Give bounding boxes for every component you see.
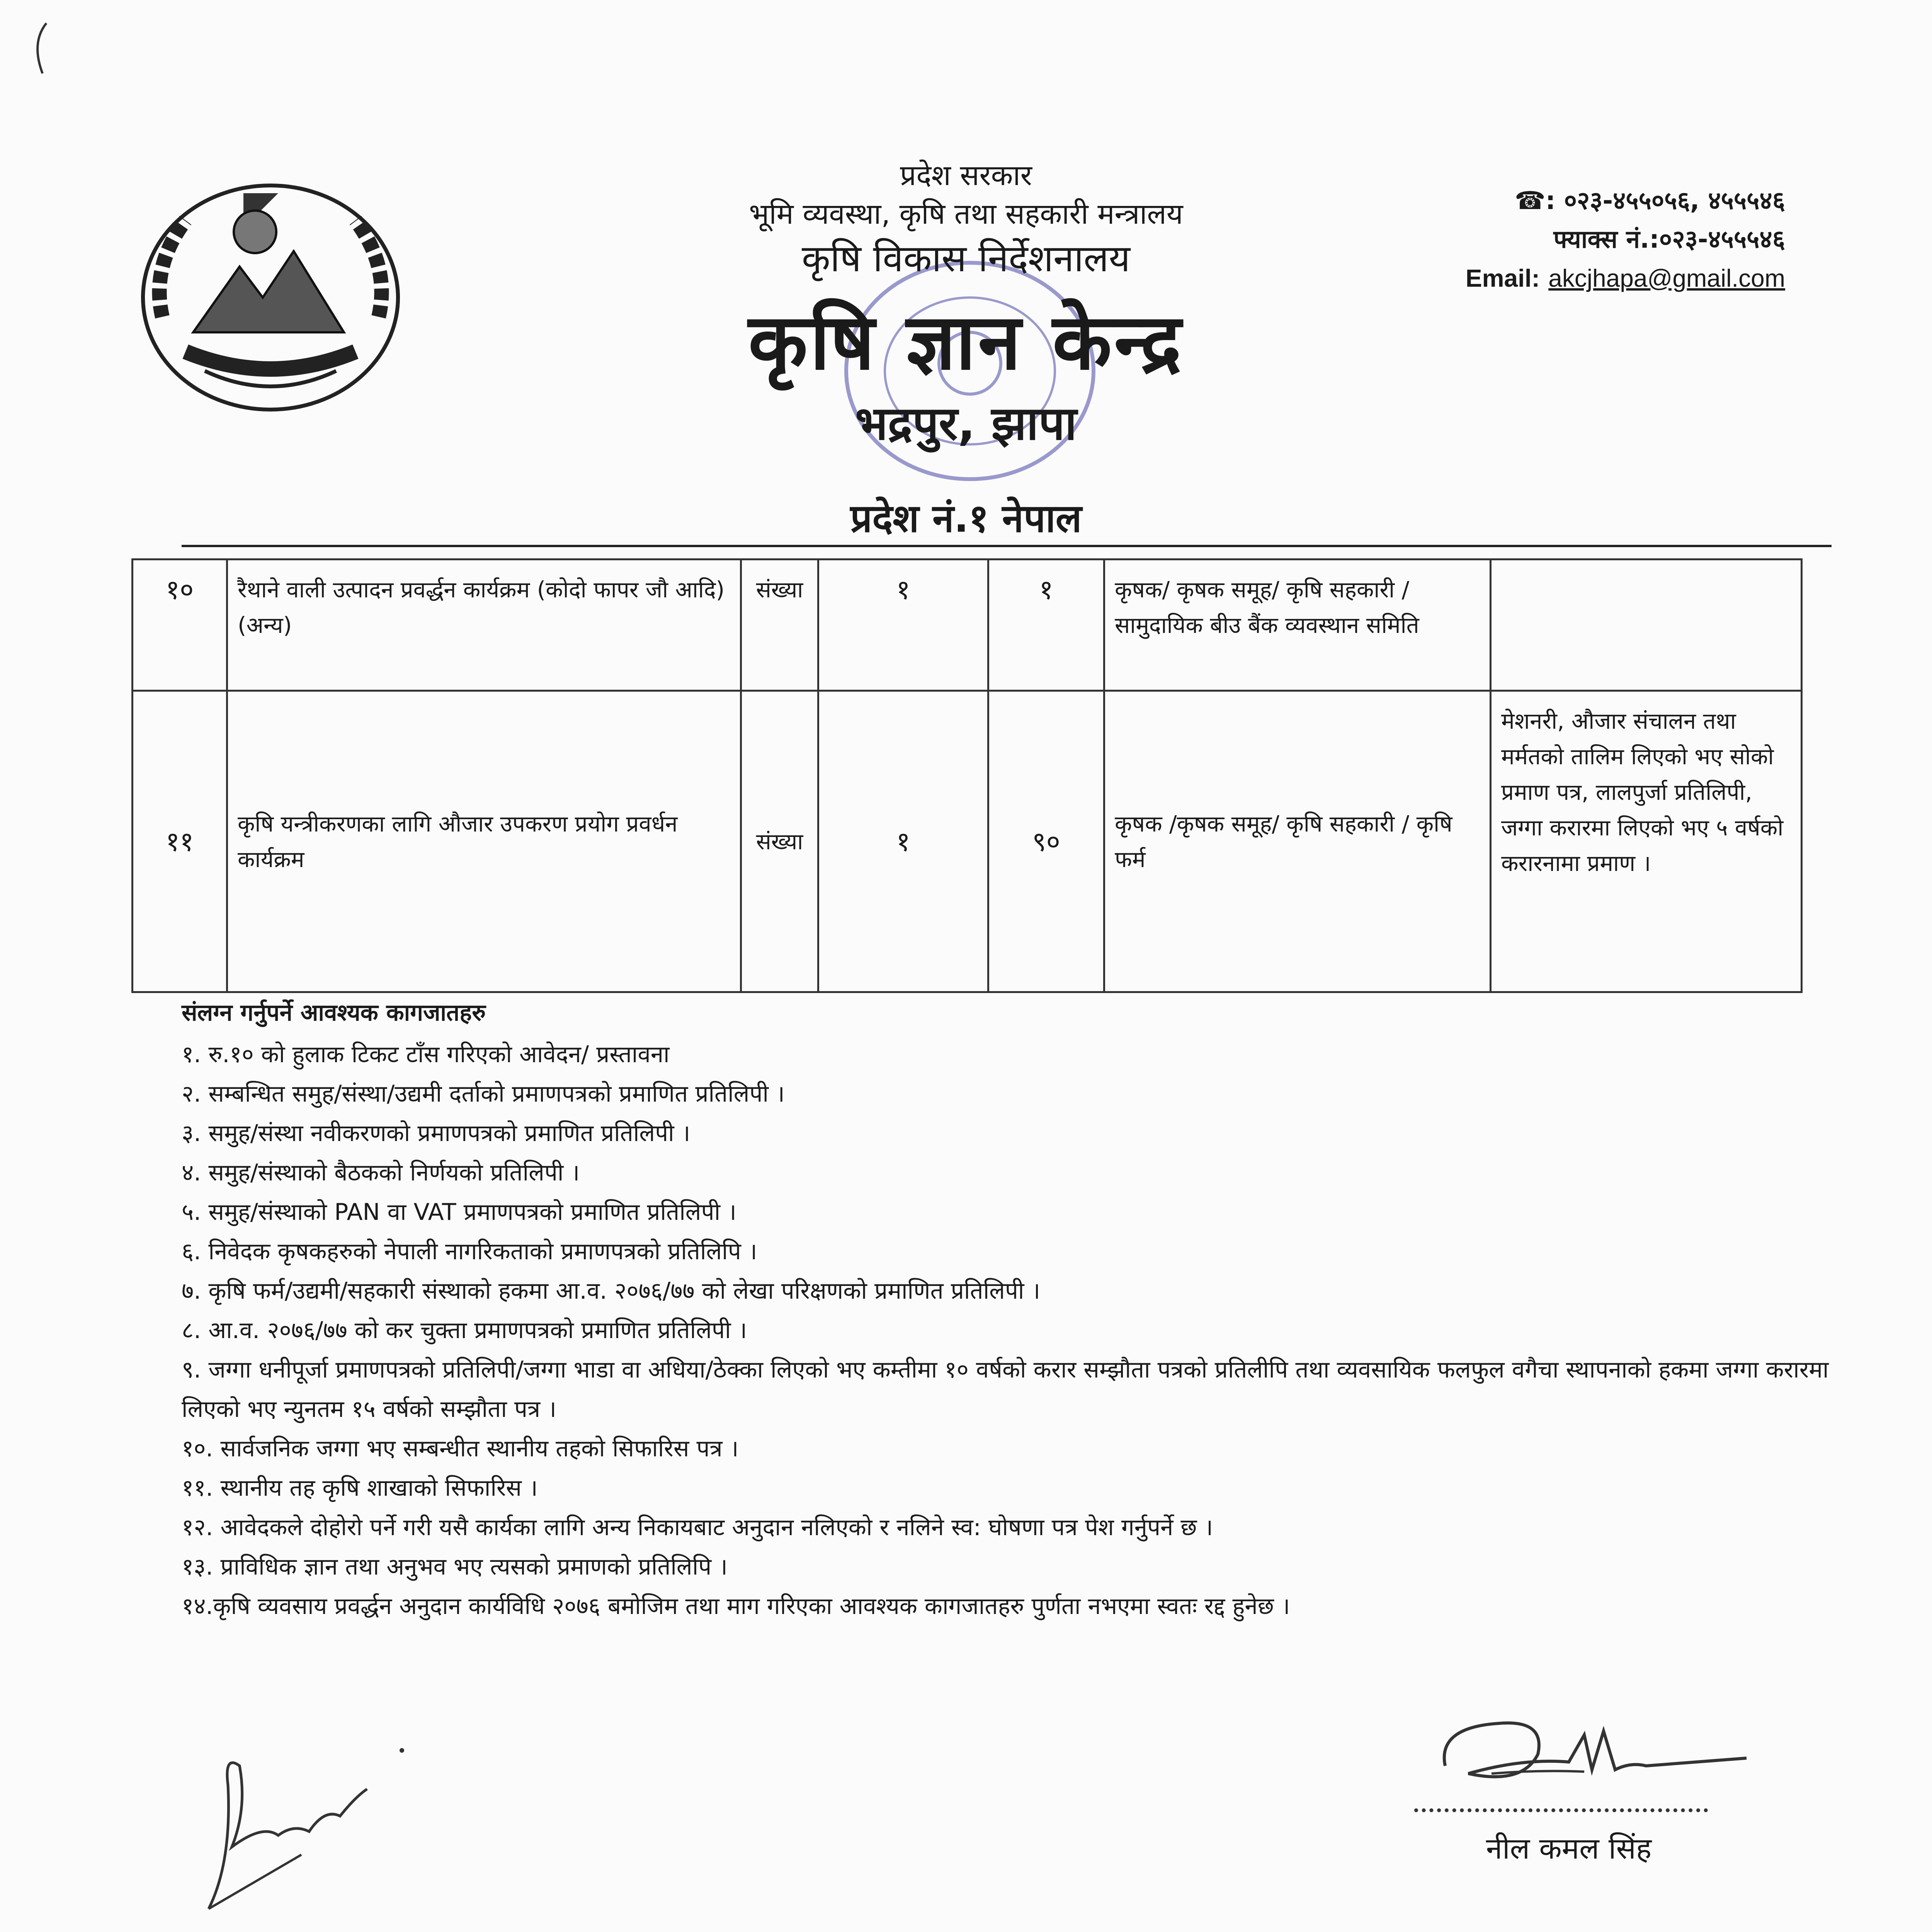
table-row <box>133 560 1802 691</box>
list-item: ३. समुह/संस्था नवीकरणको प्रमाणपत्रको प्रमाणित प्रतिलिपी । <box>182 1120 690 1147</box>
quantity: १ <box>818 560 988 691</box>
province-label: प्रदेश नं.१ नेपाल <box>850 496 1082 541</box>
table-row <box>133 691 1802 992</box>
program-table <box>131 558 1803 993</box>
target: १ <box>988 560 1104 691</box>
program-name: रैथाने वाली उत्पादन प्रवर्द्धन कार्यक्रम (कोदो फापर जौ आदि)(अन्य) <box>227 560 741 691</box>
list-item: २. सम्बन्धित समुह/संस्था/उद्यमी दर्ताको प्रमाणपत्रको प्रमाणित प्रतिलिपी । <box>182 1080 785 1107</box>
documents-title: संलग्न गर्नुपर्ने आवश्यक कागजातहरु <box>182 999 486 1026</box>
list-item: ४. समुह/संस्थाको बैठकको निर्णयको प्रतिलिपी । <box>182 1159 580 1186</box>
list-item: ११. स्थानीय तह कृषि शाखाको सिफारिस । <box>182 1475 538 1502</box>
email-label: Email: <box>1465 264 1540 292</box>
unit: संख्या <box>741 691 818 992</box>
phone-numbers: : ०२३-४५५०५६, ४५५५४६ <box>1545 187 1785 215</box>
office-location: भद्रपुर, झापा <box>855 397 1077 451</box>
email-link[interactable]: akcjhapa@gmail.com <box>1548 264 1785 292</box>
program-name: कृषि यन्त्रीकरणका लागि औजार उपकरण प्रयोग प्रवर्धन कार्यक्रम <box>227 691 741 992</box>
handwritten-signature-left <box>185 1708 425 1924</box>
list-item: ६. निवेदक कृषकहरुको नेपाली नागरिकताको प्रमाणपत्रको प्रतिलिपि । <box>182 1238 757 1265</box>
target: ९० <box>988 691 1104 992</box>
beneficiary: कृषक/ कृषक समूह/ कृषि सहकारी / सामुदायिक बीउ बैंक व्यवस्थान समिति <box>1104 560 1491 691</box>
ministry-name: भूमि व्यवस्था, कृषि तथा सहकारी मन्त्रालय <box>749 197 1183 231</box>
list-item: ९. जग्गा धनीपूर्जा प्रमाणपत्रको प्रतिलिपी/जग्गा भाडा वा अधिया/ठेक्का लिएको भए कम्तीमा १० वर्षको करार सम्झौता पत्रको प्रतिलीपि तथा व्यवसायिक फलफुल वगैचा स्थापनाको हकमा जग्गा करारमा लिएको भए न्युनतम १५ वर्षको सम्झौता पत्र । <box>182 1356 1829 1423</box>
phone-line <box>1399 182 1785 220</box>
row-number: १० <box>133 560 227 691</box>
list-item: १२. आवेदकले दोहोरो पर्ने गरी यसै कार्यका लागि अन्य निकायबाट अनुदान नलिएको र नलिने स्व: घोषणा पत्र पेश गर्नुपर्ने छ । <box>182 1514 1213 1541</box>
required-documents <box>182 993 1843 1626</box>
email-line <box>1399 259 1785 298</box>
list-item: ७. कृषि फर्म/उद्यमी/सहकारी संस्थाको हकमा आ.व. २०७६/७७ को लेखा परिक्षणको प्रमाणित प्रतिलिपी । <box>182 1277 1041 1304</box>
unit: संख्या <box>741 560 818 691</box>
list-item: ८. आ.व. २०७६/७७ को कर चुक्ता प्रमाणपत्रको प्रमाणित प्रतिलिपी । <box>182 1317 747 1344</box>
quantity: १ <box>818 691 988 992</box>
list-item: १०. सार्वजनिक जग्गा भए सम्बन्धीत स्थानीय तहको सिफारिस पत्र । <box>182 1435 739 1462</box>
scan-corner-mark <box>15 15 62 93</box>
list-item: १. रु.१० को हुलाक टिकट टाँस गरिएको आवेदन/ प्रस्तावना <box>182 1041 670 1068</box>
remarks <box>1491 560 1802 691</box>
documents-list <box>182 1035 1843 1626</box>
signer-name: नील कमल सिंह <box>1486 1831 1652 1866</box>
directorate-name: कृषि विकास निर्देशनालय <box>801 237 1131 280</box>
nepal-emblem-icon <box>128 170 413 421</box>
list-item: १४.कृषि व्यवसाय प्रवर्द्धन अनुदान कार्यविधि २०७६ बमोजिम तथा माग गरिएका आवश्यक कागजातहरु पुर्णता नभएमा स्वतः रद्द हुनेछ । <box>182 1593 1290 1620</box>
beneficiary: कृषक /कृषक समूह/ कृषि सहकारी / कृषि फर्म <box>1104 691 1491 992</box>
fax-line: फ्याक्स नं.:०२३-४५५५४६ <box>1553 225 1785 254</box>
row-number: ११ <box>133 691 227 992</box>
telephone-icon: ☎ <box>1515 187 1546 215</box>
contact-block <box>1399 182 1785 298</box>
provincial-government-label: प्रदेश सरकार <box>900 159 1032 192</box>
signature-line <box>1414 1808 1708 1812</box>
handwritten-signature-right <box>1422 1696 1777 1820</box>
list-item: १३. प्राविधिक ज्ञान तथा अनुभव भए त्यसको प्रमाणको प्रतिलिपि । <box>182 1553 728 1580</box>
remarks: मेशनरी, औजार संचालन तथा मर्मतको तालिम लिएको भए सोको प्रमाण पत्र, लालपुर्जा प्रतिलिपी, जग्गा करारमा लिएको भए ५ वर्षको करारनामा प्रमाण । <box>1491 691 1802 992</box>
office-name: कृषि ज्ञान केन्द्र <box>748 297 1184 387</box>
header-divider <box>182 545 1832 547</box>
list-item: ५. समुह/संस्थाको PAN वा VAT प्रमाणपत्रको प्रमाणित प्रतिलिपी । <box>182 1199 736 1226</box>
